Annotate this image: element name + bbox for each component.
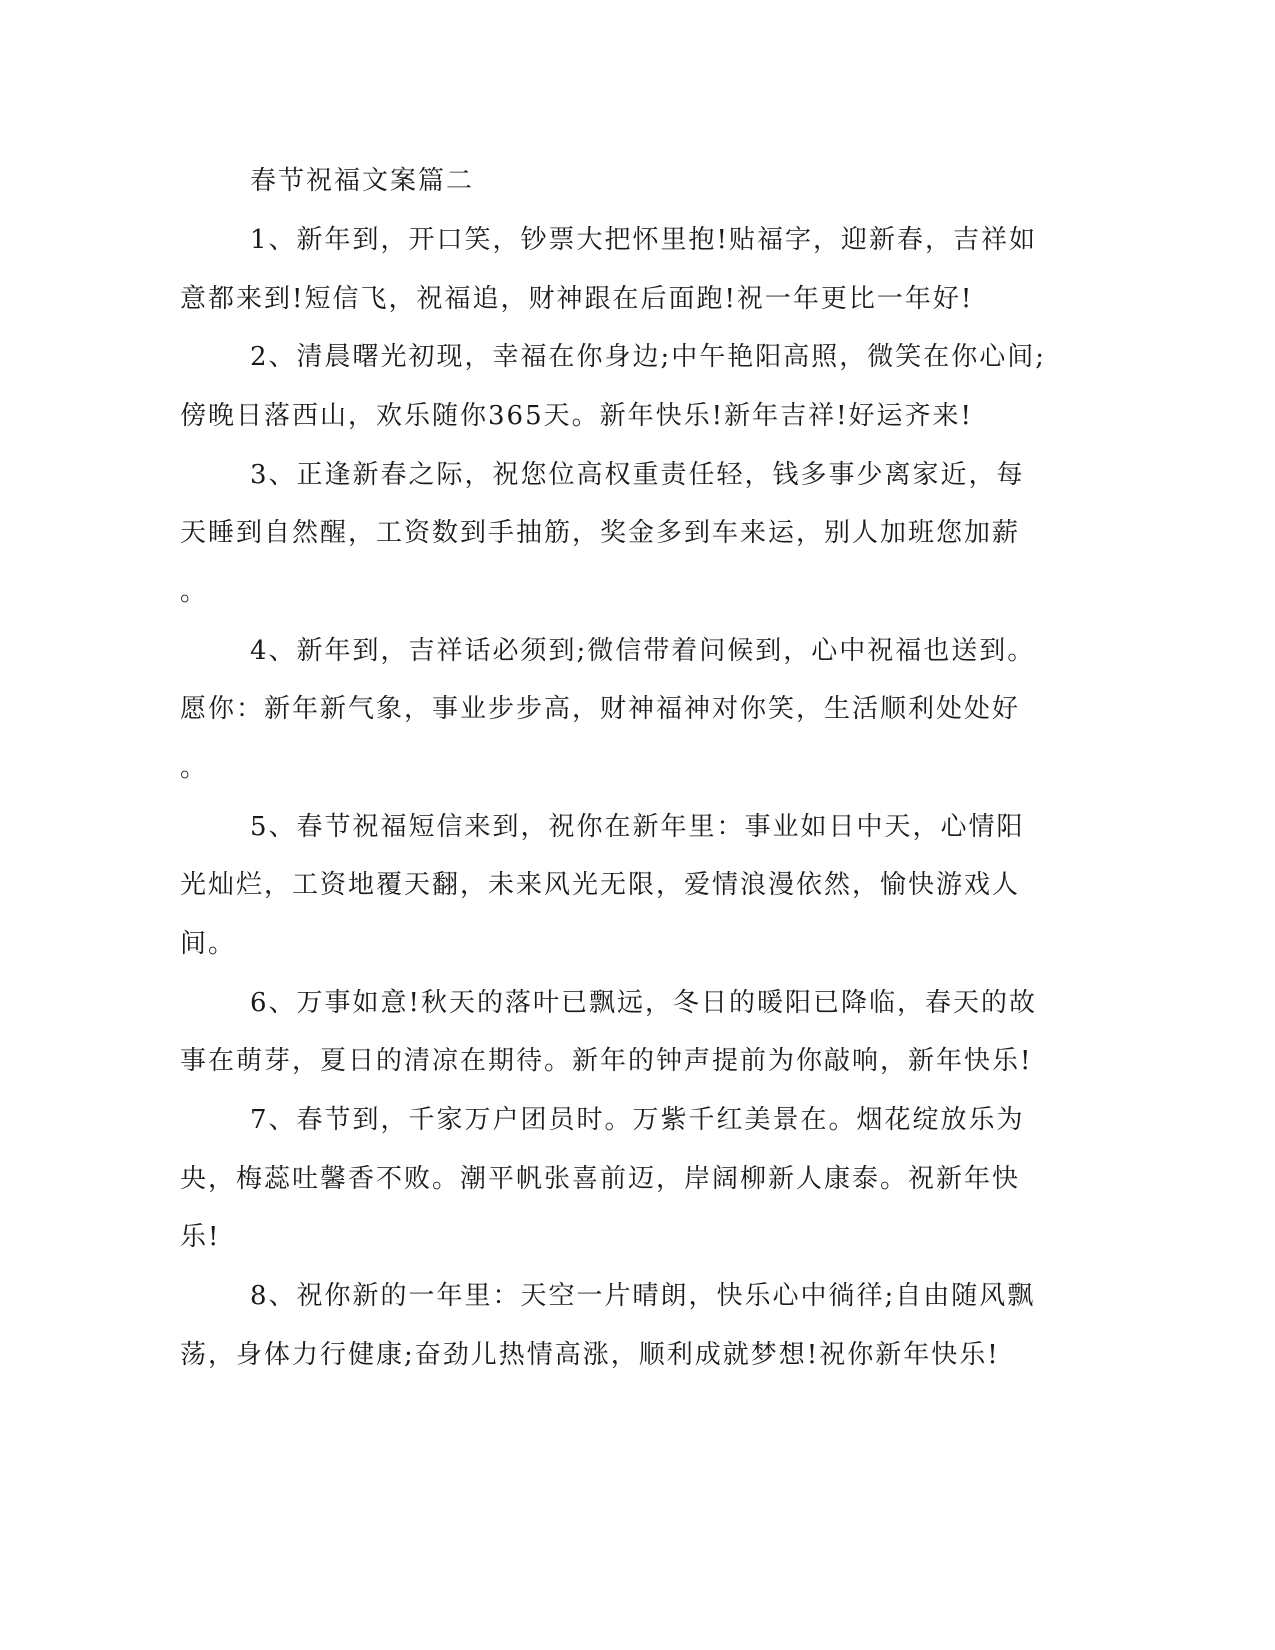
- paragraph-line: 6、万事如意!秋天的落叶已飘远，冬日的暖阳已降临，春天的故: [250, 988, 1037, 1018]
- paragraph-line: 5、春节祝福短信来到，祝你在新年里：事业如日中天，心情阳: [250, 812, 1025, 842]
- paragraph-line: 3、正逢新春之际，祝您位高权重责任轻，钱多事少离家近，每: [250, 460, 1025, 490]
- paragraph-line: 8、祝你新的一年里：天空一片晴朗，快乐心中徜徉;自由随风飘: [250, 1281, 1036, 1311]
- paragraph-line: 1、新年到，开口笑，钞票大把怀里抱!贴福字，迎新春，吉祥如: [250, 225, 1037, 255]
- paragraph-line: 事在萌芽，夏日的清凉在期待。新年的钟声提前为你敲响，新年快乐!: [180, 1046, 1033, 1076]
- paragraph-line: 光灿烂，工资地覆天翻，未来风光无限，爱情浪漫依然，愉快游戏人: [180, 870, 1021, 900]
- paragraph-line: 2、清晨曙光初现，幸福在你身边;中午艳阳高照，微笑在你心间;: [250, 342, 1047, 372]
- paragraph-line: 荡，身体力行健康;奋劲儿热情高涨，顺利成就梦想!祝你新年快乐!: [180, 1340, 1000, 1370]
- paragraph-line: 。: [180, 753, 209, 783]
- paragraph-line: 。: [180, 577, 209, 607]
- document-heading: 春节祝福文案篇二: [250, 166, 475, 196]
- paragraph-line: 天睡到自然醒，工资数到手抽筋，奖金多到车来运，别人加班您加薪: [180, 518, 1021, 548]
- paragraph-line: 4、新年到，吉祥话必须到;微信带着问候到，心中祝福也送到。: [250, 636, 1036, 666]
- paragraph-line: 7、春节到，千家万户团员时。万紫千红美景在。烟花绽放乐为: [250, 1105, 1025, 1135]
- paragraph-line: 央，梅蕊吐馨香不败。潮平帆张喜前迈，岸阔柳新人康泰。祝新年快: [180, 1164, 1021, 1194]
- paragraph-line: 间。: [180, 929, 237, 959]
- paragraph-line: 乐!: [180, 1222, 221, 1252]
- paragraph-line: 意都来到!短信飞，祝福追，财神跟在后面跑!祝一年更比一年好!: [180, 284, 974, 314]
- paragraph-line: 愿你：新年新气象，事业步步高，财神福神对你笑，生活顺利处处好: [180, 694, 1021, 724]
- paragraph-line: 傍晚日落西山，欢乐随你365天。新年快乐!新年吉祥!好运齐来!: [180, 401, 973, 431]
